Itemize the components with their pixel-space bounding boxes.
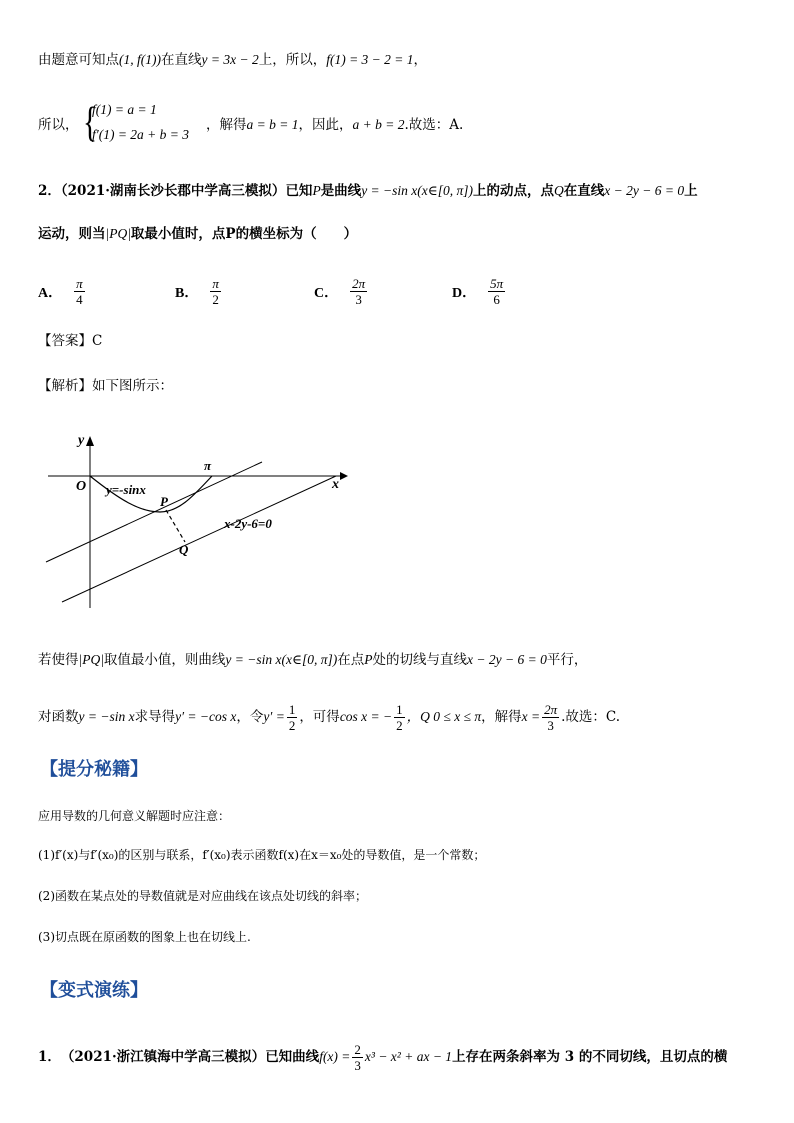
math-curve: y = −sin x xyxy=(361,183,418,198)
numerator: 2 xyxy=(354,1041,361,1057)
denominator: 3 xyxy=(547,717,554,733)
text: 取值最小值，则曲线 xyxy=(103,652,226,668)
text: 已知曲线 xyxy=(265,1049,320,1065)
math-line: x − 2y − 6 = 0 xyxy=(467,652,547,667)
denominator: 2 xyxy=(212,292,219,307)
tangent-line xyxy=(46,462,262,562)
x-axis-arrow xyxy=(340,472,348,480)
solution-line-1 xyxy=(38,50,427,70)
answer-label: 【答案】 xyxy=(38,333,92,349)
option-fraction xyxy=(210,276,221,307)
system-eq-2: f′(1) = 2a + b = 3 xyxy=(92,127,190,142)
section-title-tips: 【提分秘籍】 xyxy=(40,759,148,780)
numerator: 2π xyxy=(544,701,558,717)
text: ，可得 xyxy=(299,709,340,725)
y-axis-arrow xyxy=(86,436,94,446)
text: 处的切线与直线 xyxy=(372,652,468,668)
analysis-label: 【解析】 xyxy=(38,378,92,394)
text: ，解得 xyxy=(206,117,247,133)
solution-line-3 xyxy=(38,650,587,670)
text: .故选：C. xyxy=(561,709,621,725)
math-sum: a + b = 2 xyxy=(352,117,405,132)
system-eq-1: f(1) = a = 1 xyxy=(92,102,157,117)
math-domain: (x∈[0, π]) xyxy=(417,183,474,198)
option-b[interactable] xyxy=(175,276,223,307)
question-2-line-1 xyxy=(38,181,698,201)
question-number: 1． xyxy=(38,1049,61,1065)
text: 在直线 xyxy=(563,183,605,199)
numerator: 2π xyxy=(352,276,366,291)
text: 已知 xyxy=(285,183,313,199)
option-fraction xyxy=(350,276,367,307)
math-domain: (x∈[0, π]) xyxy=(281,652,338,667)
option-fraction xyxy=(74,276,85,307)
point-p-label: P xyxy=(160,494,168,509)
numerator: π xyxy=(212,276,219,291)
math-line: x − 2y − 6 = 0 xyxy=(604,183,685,198)
numerator: 5π xyxy=(490,276,504,291)
math-abs: |PQ| xyxy=(78,652,104,667)
option-label: D． xyxy=(452,285,477,301)
text: 在点 xyxy=(337,652,365,668)
tips-item-3: (3)切点既在原函数的图象上也在切线上. xyxy=(38,930,251,944)
answer-value: C xyxy=(92,333,103,349)
text: 运动，则当 xyxy=(38,226,106,242)
brace-symbol: { xyxy=(83,100,98,146)
text: 取最小值时，点 xyxy=(130,226,226,242)
point-q-label: Q xyxy=(179,542,189,557)
text: 求导得 xyxy=(134,709,176,725)
math-line: y = 3x − 2 xyxy=(201,52,259,67)
math-range: ，Q 0 ≤ x ≤ π xyxy=(406,709,482,724)
denominator: 6 xyxy=(493,292,500,307)
text: 上存在两条斜率为 3 的不同切线，且切点的横 xyxy=(452,1049,728,1065)
question-2-line-2 xyxy=(38,224,357,244)
denominator: 3 xyxy=(354,1057,361,1073)
math-var: P xyxy=(364,652,373,667)
geometry-figure xyxy=(40,430,360,615)
fraction-neg-half xyxy=(394,702,405,733)
tips-intro: 应用导数的几何意义解题时应注意： xyxy=(38,809,231,823)
question-number: 2． xyxy=(38,183,61,199)
math-yprime: y′ = xyxy=(263,709,285,724)
option-label: A． xyxy=(38,285,63,301)
tips-item-1: (1)f′(x)与f′(x₀)的区别与联系，f′(x₀)表示函数f(x)在x＝x₀处的导数值，是一个常数； xyxy=(38,848,486,862)
text: P xyxy=(225,226,236,242)
option-a[interactable] xyxy=(38,276,87,307)
math-cos: cos x = − xyxy=(339,709,393,724)
question-source: （2021·浙江镇海中学高三模拟） xyxy=(60,1049,266,1065)
solution-line-2-rest xyxy=(206,115,463,135)
answer-line xyxy=(38,331,102,351)
text: 对函数 xyxy=(38,709,79,725)
math-x: x = xyxy=(521,709,541,724)
analysis-text: 如下图所示： xyxy=(92,378,173,394)
fraction-half xyxy=(287,702,298,733)
pi-label: π xyxy=(204,458,212,473)
numerator: 1 xyxy=(396,701,403,717)
section-title-practice: 【变式演练】 xyxy=(40,980,148,1001)
denominator: 2 xyxy=(396,717,403,733)
pq-segment xyxy=(166,510,185,542)
option-label: B． xyxy=(175,285,199,301)
text: 若使得 xyxy=(38,652,79,668)
origin-label: O xyxy=(76,479,87,494)
text: 上的动点，点 xyxy=(473,183,555,199)
text: ，因此， xyxy=(298,117,353,133)
math-point: (1, f(1)) xyxy=(119,52,161,67)
question-source: （2021·湖南长沙长郡中学高三模拟） xyxy=(60,183,286,199)
math-calc: f(1) = 3 − 2 = 1 xyxy=(326,52,414,67)
text: .故选：A. xyxy=(404,117,464,133)
text: 所以， xyxy=(38,117,79,133)
option-fraction xyxy=(488,276,505,307)
fraction-2pi-3 xyxy=(542,702,559,733)
fraction-2-3 xyxy=(352,1042,363,1073)
text: ， xyxy=(413,52,428,68)
given-line xyxy=(62,476,336,602)
math-poly: x³ − x² + ax − 1 xyxy=(364,1049,453,1064)
practice-question-1 xyxy=(38,1040,727,1074)
text: 由题意可知点 xyxy=(38,52,119,68)
x-axis-label: x xyxy=(332,477,339,492)
solution-line-4 xyxy=(38,700,620,734)
math-curve: y = −sin x xyxy=(225,652,282,667)
text: 在直线 xyxy=(160,52,202,68)
denominator: 2 xyxy=(288,717,296,733)
text: 上，所以， xyxy=(258,52,327,68)
numerator: π xyxy=(76,276,83,291)
option-label: C． xyxy=(314,285,339,301)
text: 是曲线 xyxy=(320,183,362,199)
analysis-line xyxy=(38,376,173,396)
solution-line-2-prefix xyxy=(38,115,79,135)
curve-label: y=-sinx xyxy=(106,482,146,497)
math-abs: |PQ| xyxy=(105,226,131,241)
y-axis-label: y xyxy=(78,433,85,448)
line-label: x-2y-6=0 xyxy=(224,516,272,531)
math-var: Q xyxy=(554,183,564,198)
math-deriv: y′ = −cos x xyxy=(175,709,237,724)
text: 平行， xyxy=(546,652,588,668)
numerator: 1 xyxy=(288,701,296,717)
option-d[interactable] xyxy=(452,276,507,307)
math-var: P xyxy=(312,183,321,198)
denominator: 4 xyxy=(76,292,83,307)
math-func: y = −sin x xyxy=(78,709,135,724)
text: ，解得 xyxy=(481,709,522,725)
text: 的横坐标为（ ） xyxy=(235,226,358,242)
tips-item-2: (2)函数在某点处的导数值就是对应曲线在该点处切线的斜率； xyxy=(38,889,368,903)
option-c[interactable] xyxy=(314,276,369,307)
text: ，令 xyxy=(236,709,264,725)
denominator: 3 xyxy=(355,292,362,307)
math-func: f(x) = xyxy=(319,1049,351,1064)
text: 上 xyxy=(684,183,698,199)
math-result: a = b = 1 xyxy=(246,117,299,132)
